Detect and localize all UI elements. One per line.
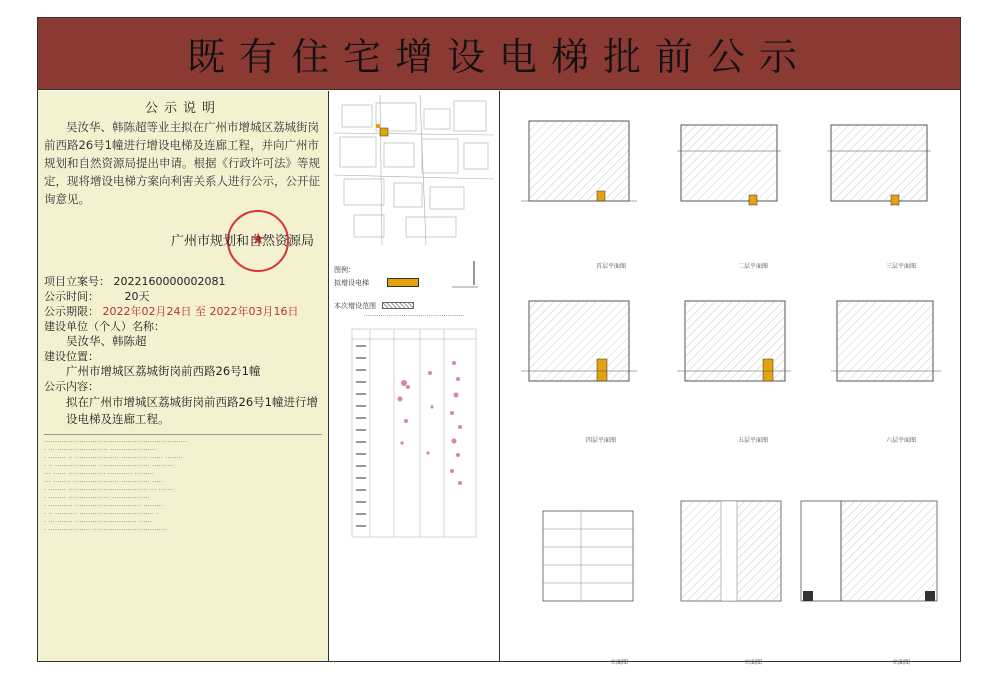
drawing-label-4: 四层平面图 [585,437,616,444]
notice-heading: 公示说明 [144,101,221,116]
notice-board [37,17,961,666]
location-value: 广州市增城区荔城街岗前西路26号1幢 [66,364,261,378]
period-label: 公示期限： [44,305,99,318]
project-no-label: 项目立案号： [44,275,110,288]
notice-panel [38,91,329,661]
notice-body: 吴汝华、韩陈超等业主拟在广州市增城区荔城街岗前西路26号1幢进行增设电梯及连廊工程，并向广州市规划和自然资源局提出申请。根据《行政许可法》等规定，现将增设电梯方案向利害关系人进行公示，公开征询意见。 [44,120,320,206]
elevation-2 [681,501,781,601]
stamp-area [44,208,322,274]
elevation-1 [543,511,633,601]
content-label: 公示内容： [44,380,99,393]
applicant-label: 建设单位（个人）名称： [44,320,165,333]
legend-heading: 图例： [334,265,355,274]
drawing-label-5: 五层平面图 [737,437,768,444]
agency-name: 广州市规划和自然资源局 [170,234,314,249]
applicant-value: 吴汝华、韩陈超 [66,334,147,348]
drawing-label-7: 立面图 [609,659,628,666]
project-no-value: 2022160000002081 [113,275,226,288]
content-value: 拟在广州市增城区荔城街岗前西路26号1幢进行增设电梯及连廊工程。 [66,395,318,426]
floor-plan-2 [677,125,781,205]
page-title: 既有住宅增设电梯批前公示 [186,35,811,79]
title-bar [38,18,960,90]
legend-scope-label: 本次增设范围 [334,301,376,310]
period-value: 2022年02月24日 至 2022年03月16日 [102,305,299,318]
legend-item-elevator [334,276,419,289]
floor-plan-5 [677,301,791,381]
site-plan-map [334,95,494,245]
floor-plan-3 [827,125,931,205]
consultation-table [334,323,494,543]
drawing-label-6: 六层平面图 [885,437,916,444]
legend [334,263,419,312]
elevator-swatch [387,278,419,287]
site-plan-panel [330,91,500,661]
period-row [44,304,322,319]
drawing-label-1: 首层平面图 [595,263,626,270]
divider [44,434,322,435]
floor-plan-4 [521,301,637,381]
drawing-label-8: 立面图 [743,659,762,666]
drawings-panel [501,91,960,666]
drawing-label-2: 二层平面图 [737,263,768,270]
fine-print-notes: ································································· · ··· ······················· ····················· · ········ ·· ···················· ············ ······ ········ · ·· ··················· ······················· ·········· ··· ······ ················· ··········· ········· ··· ········ ····················· ············· ····· · ········ ···································· ··· ······· · ········ ··················· ················· · ··········· ······························ ········· · ·· ·········· ·································· · · ··· ······· ···························· ······ · ··················· ·································· [44,439,188,534]
project-no-row [44,274,322,289]
floor-plan-1 [521,121,637,201]
drawing-label-3: 三层平面图 [885,263,916,270]
floor-plan-drawings [501,91,960,661]
drawing-label-9: 立面图 [891,659,910,666]
north-arrow-icon [450,259,480,299]
duration-value: 20天 [124,290,150,303]
elevation-3 [801,501,937,601]
floor-plan-6 [831,301,941,381]
table-title: ····················································· [363,313,465,320]
duration-label: 公示时间： [44,290,99,303]
location-label: 建设位置： [44,350,99,363]
legend-elevator-label: 拟增设电梯 [334,278,369,287]
legend-item-scope [334,299,419,312]
scope-swatch [382,302,414,309]
duration-row [44,289,322,304]
